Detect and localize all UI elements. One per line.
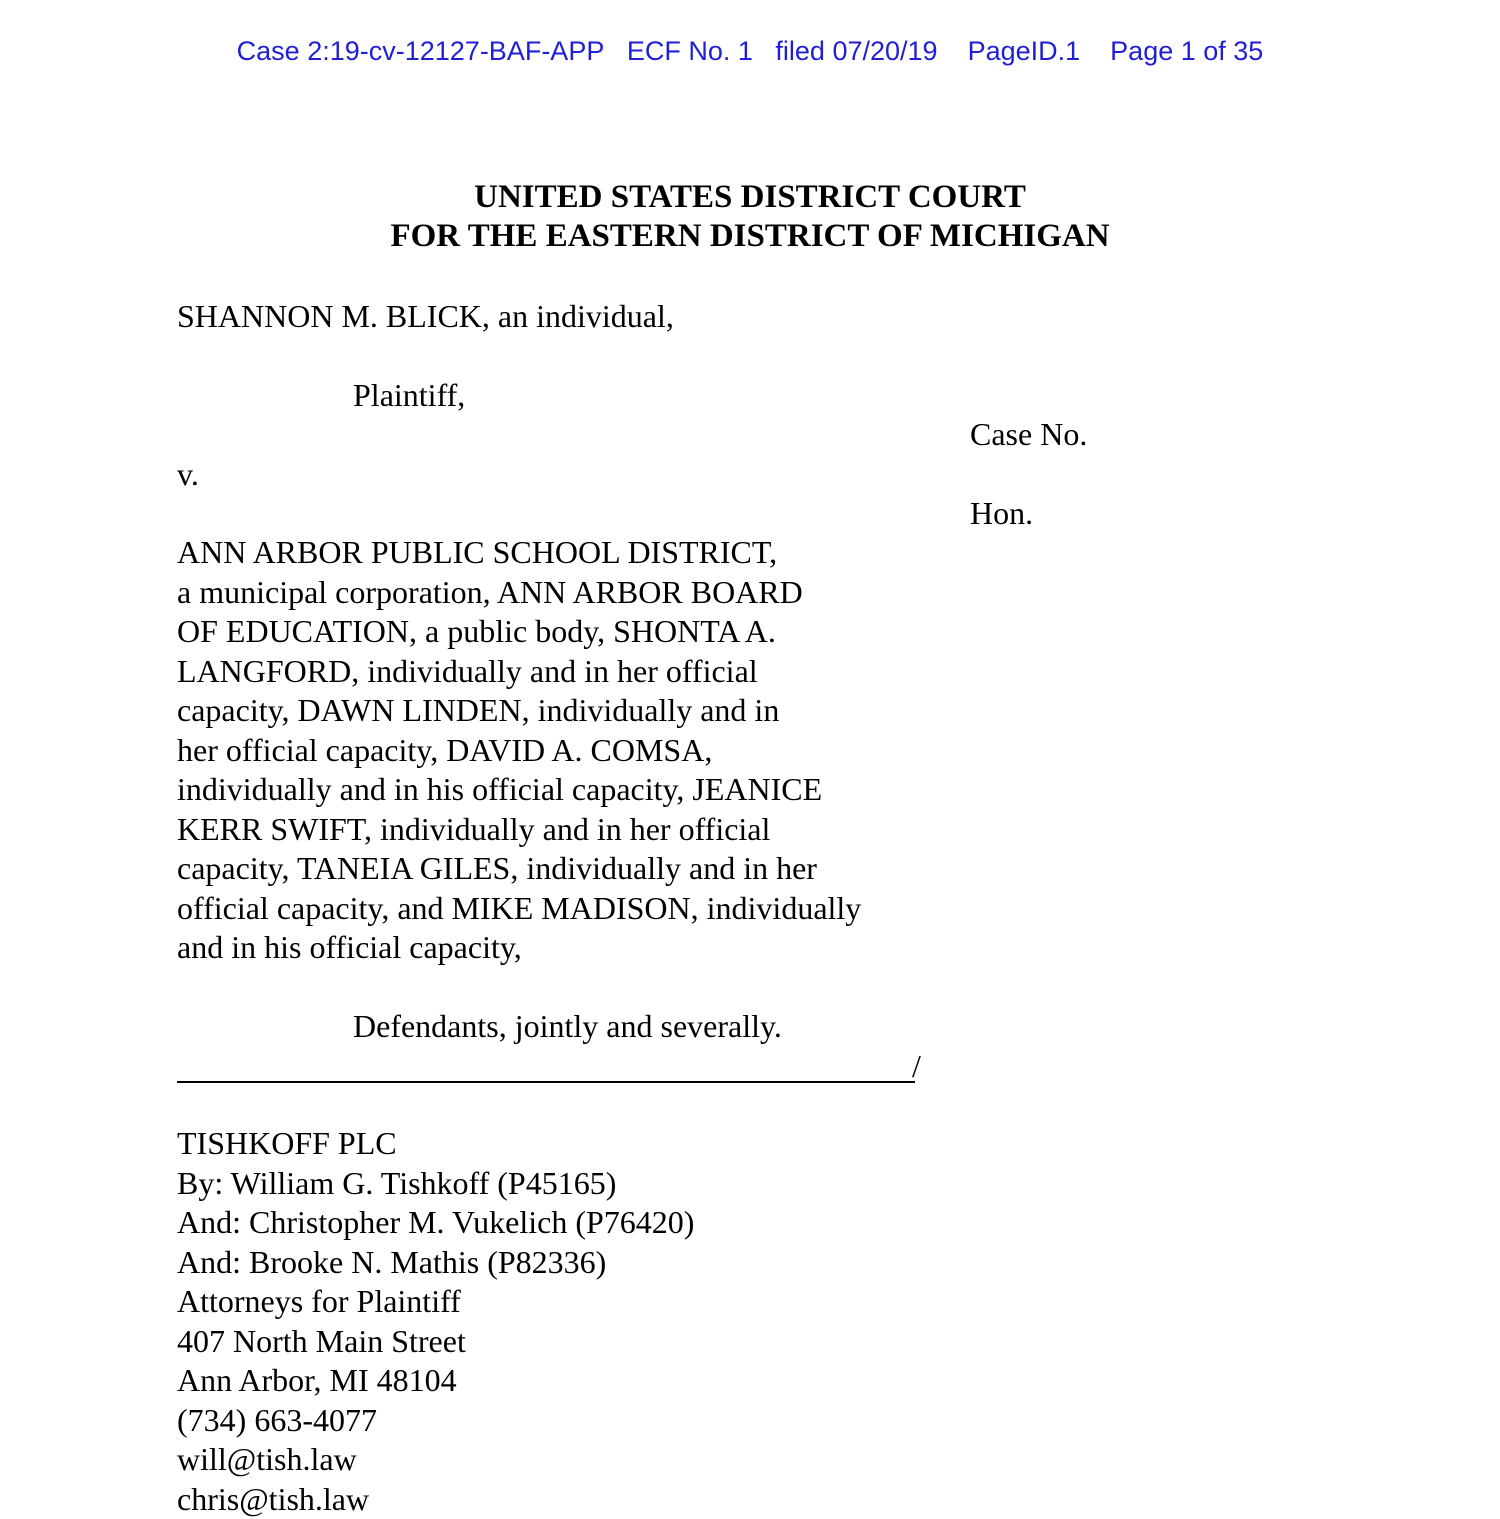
defendants-line: and in his official capacity, bbox=[177, 928, 861, 968]
defendants-line: ANN ARBOR PUBLIC SCHOOL DISTRICT, bbox=[177, 533, 861, 573]
caption-closing-slash: / bbox=[912, 1047, 921, 1087]
ecf-header bbox=[0, 34, 1500, 68]
judge-label: Hon. bbox=[970, 494, 1033, 534]
court-title-line-2: FOR THE EASTERN DISTRICT OF MICHIGAN bbox=[0, 217, 1500, 256]
versus: v. bbox=[177, 455, 199, 495]
counsel-email: chris@tish.law bbox=[177, 1480, 694, 1519]
defendants-line: OF EDUCATION, a public body, SHONTA A. bbox=[177, 612, 861, 652]
defendants-line: official capacity, and MIKE MADISON, individually bbox=[177, 889, 861, 929]
defendants-line: individually and in his official capacity, JEANICE bbox=[177, 770, 861, 810]
counsel-attorney: By: William G. Tishkoff (P45165) bbox=[177, 1164, 694, 1204]
defendants-line: a municipal corporation, ANN ARBOR BOARD bbox=[177, 573, 861, 613]
counsel-city: Ann Arbor, MI 48104 bbox=[177, 1361, 694, 1401]
defendants-line: her official capacity, DAVID A. COMSA, bbox=[177, 731, 861, 771]
ecf-page-id: PageID.1 bbox=[968, 34, 1081, 68]
ecf-number: ECF No. 1 bbox=[627, 34, 753, 68]
counsel-email: will@tish.law bbox=[177, 1440, 694, 1480]
defendants-line: capacity, DAWN LINDEN, individually and in bbox=[177, 691, 861, 731]
counsel-phone: (734) 663-4077 bbox=[177, 1401, 694, 1441]
counsel-attorney: And: Christopher M. Vukelich (P76420) bbox=[177, 1203, 694, 1243]
ecf-page-count: Page 1 of 35 bbox=[1110, 34, 1263, 68]
plaintiff-name: SHANNON M. BLICK, an individual, bbox=[177, 297, 674, 337]
defendants-line: KERR SWIFT, individually and in her official bbox=[177, 810, 861, 850]
counsel-attorney: And: Brooke N. Mathis (P82336) bbox=[177, 1243, 694, 1283]
ecf-case-number: Case 2:19-cv-12127-BAF-APP bbox=[237, 34, 605, 68]
counsel-firm: TISHKOFF PLC bbox=[177, 1124, 694, 1164]
defendants-role: Defendants, jointly and severally. bbox=[353, 1007, 782, 1047]
caption-rule bbox=[177, 1045, 915, 1083]
plaintiff-role: Plaintiff, bbox=[353, 376, 465, 416]
court-title-line-1: UNITED STATES DISTRICT COURT bbox=[0, 178, 1500, 217]
defendants-line: LANGFORD, individually and in her official bbox=[177, 652, 861, 692]
defendants-list bbox=[177, 533, 861, 968]
counsel-street: 407 North Main Street bbox=[177, 1322, 694, 1362]
counsel-block bbox=[177, 1124, 694, 1519]
court-title bbox=[0, 178, 1500, 256]
case-number-label: Case No. bbox=[970, 415, 1087, 455]
counsel-role: Attorneys for Plaintiff bbox=[177, 1282, 694, 1322]
defendants-line: capacity, TANEIA GILES, individually and in her bbox=[177, 849, 861, 889]
ecf-filed-date: filed 07/20/19 bbox=[775, 34, 937, 68]
